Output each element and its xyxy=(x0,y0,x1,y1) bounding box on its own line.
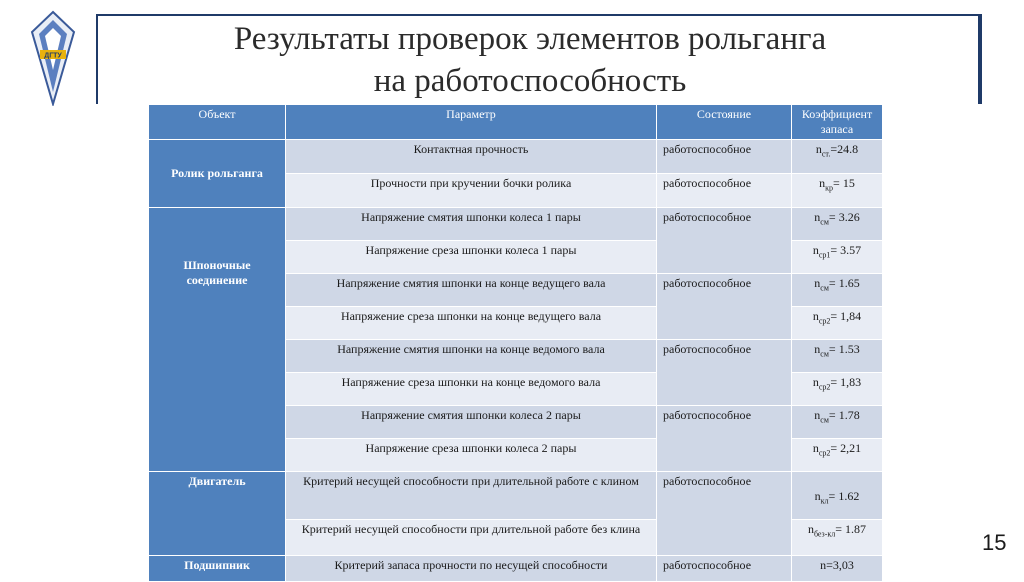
coef-cell: $n_{кр}= 15$ xyxy=(792,174,883,208)
table-header-row xyxy=(149,105,883,140)
title-line-2: на работоспособность xyxy=(373,63,687,99)
header-frame-right xyxy=(978,14,982,104)
param-cell: Напряжение среза шпонки на конце ведущего вала xyxy=(286,307,657,340)
table-row xyxy=(149,556,883,582)
title-line-1: Результаты проверок элементов рольганга xyxy=(233,21,827,57)
object-cell-roller: Ролик рольганга xyxy=(149,140,286,208)
coef-cell: $n_{см}= 1.78$ xyxy=(792,406,883,439)
state-cell: работоспособное xyxy=(657,140,792,174)
state-cell: работоспособное xyxy=(657,174,792,208)
param-cell: Критерий несущей способности при длительной работе без клина xyxy=(286,520,657,556)
coef-cell: $n_{см}= 1.65$ xyxy=(792,274,883,307)
coef-cell: n=3,03 xyxy=(792,556,883,582)
param-cell: Критерий несущей способности при длительной работе с клином xyxy=(286,472,657,520)
results-table xyxy=(148,104,883,582)
state-cell: работоспособное xyxy=(657,340,792,406)
header-coefficient: Коэффициент запаса xyxy=(792,105,883,140)
param-cell: Контактная прочность xyxy=(286,140,657,174)
param-cell: Напряжение смятия шпонки колеса 1 пары xyxy=(286,208,657,241)
header-state: Состояние xyxy=(657,105,792,140)
header-object: Объект xyxy=(149,105,286,140)
coef-cell: $n_{см}= 3.26$ xyxy=(792,208,883,241)
header-frame-left xyxy=(96,14,98,104)
coef-cell: $n_{ср2}= 2,21$ xyxy=(792,439,883,472)
param-cell: Напряжение смятия шпонки на конце ведущего вала xyxy=(286,274,657,307)
coef-cell: $n_{ср2}= 1,84$ xyxy=(792,307,883,340)
state-cell: работоспособное xyxy=(657,406,792,472)
logo-icon xyxy=(30,10,76,106)
object-cell-motor: Двигатель xyxy=(149,472,286,556)
table-row xyxy=(149,472,883,520)
param-cell: Напряжение смятия шпонки колеса 2 пары xyxy=(286,406,657,439)
coef-cell: $n_{без-кл}= 1.87$ xyxy=(792,520,883,556)
param-cell: Напряжение среза шпонки колеса 1 пары xyxy=(286,241,657,274)
page-number: 15 xyxy=(982,530,1007,555)
state-cell: работоспособное xyxy=(657,208,792,274)
state-cell: работоспособное xyxy=(657,472,792,556)
param-cell: Напряжение среза шпонки на конце ведомого вала xyxy=(286,373,657,406)
param-cell: Критерий запаса прочности по несущей способности xyxy=(286,556,657,582)
header-parameter: Параметр xyxy=(286,105,657,140)
table-row xyxy=(149,208,883,241)
coef-cell: $n_{см}= 1.53$ xyxy=(792,340,883,373)
logo-text: ДГТУ xyxy=(44,52,62,60)
coef-cell: $n_{ср1}= 3.57$ xyxy=(792,241,883,274)
param-cell: Напряжение смятия шпонки на конце ведомого вала xyxy=(286,340,657,373)
university-logo xyxy=(30,10,76,106)
state-cell: работоспособное xyxy=(657,556,792,582)
object-cell-keys: Шпоночные соединение xyxy=(149,208,286,472)
coef-cell: $n_{ср2}= 1,83$ xyxy=(792,373,883,406)
coef-cell: $n_{кл}= 1.62$ xyxy=(792,472,883,520)
state-cell: работоспособное xyxy=(657,274,792,340)
object-cell-bearing: Подшипник xyxy=(149,556,286,582)
param-cell: Напряжение среза шпонки колеса 2 пары xyxy=(286,439,657,472)
table-row xyxy=(149,140,883,174)
header-frame-top xyxy=(96,14,978,16)
slide-title xyxy=(150,18,910,102)
param-cell: Прочности при кручении бочки ролика xyxy=(286,174,657,208)
coef-cell: $n_{ст.}=24.8$ xyxy=(792,140,883,174)
